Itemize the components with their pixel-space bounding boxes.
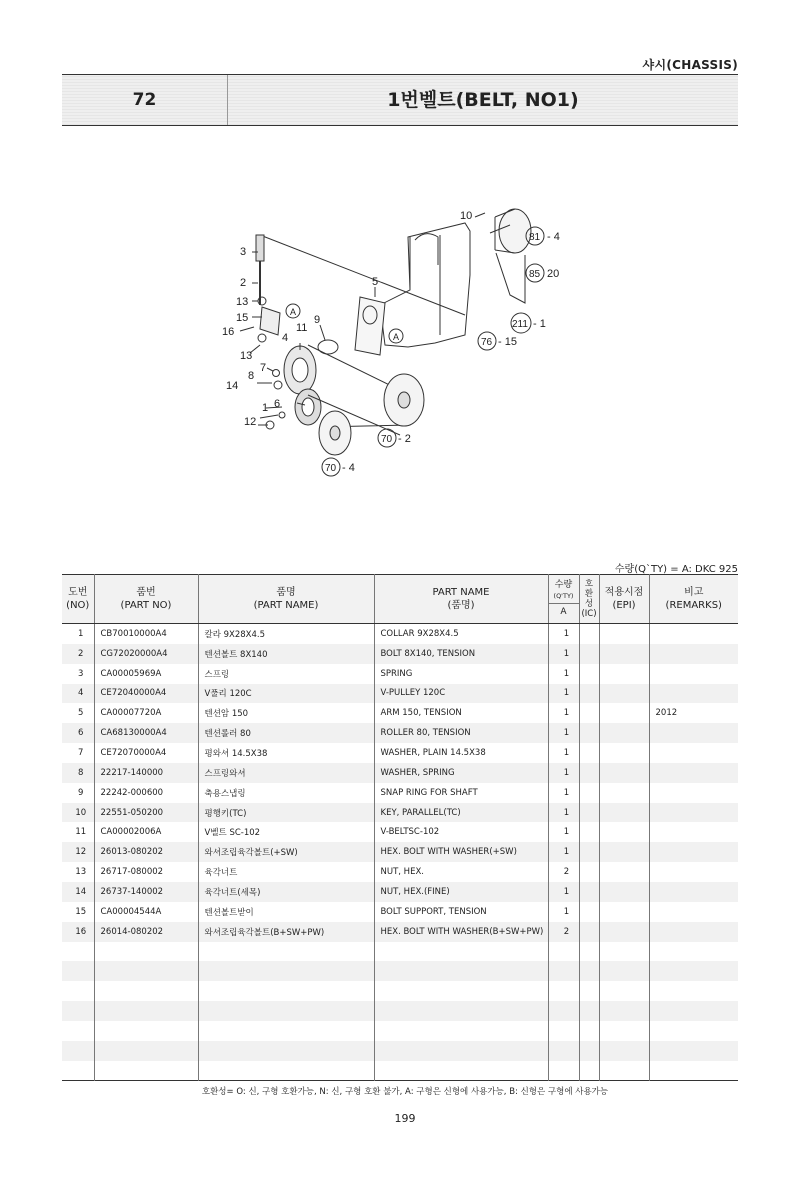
ref-callout-81-item: - 4 xyxy=(547,231,560,243)
cell-name-kr xyxy=(198,961,374,981)
cell-ic xyxy=(579,961,599,981)
cell-name-en: HEX. BOLT WITH WASHER(+SW) xyxy=(374,842,548,862)
cell-ic xyxy=(579,1021,599,1041)
cell-ic xyxy=(579,1061,599,1081)
cell-qty: 1 xyxy=(548,842,579,862)
cell-no: 10 xyxy=(62,803,94,823)
table-row xyxy=(62,922,738,942)
cell-ic xyxy=(579,981,599,1001)
cell-name-kr: V풀리 120C xyxy=(198,684,374,704)
cell-epi xyxy=(599,822,649,842)
cell-qty xyxy=(548,961,579,981)
cell-part-no: CA68130000A4 xyxy=(94,723,198,743)
cell-part-no: 22217-140000 xyxy=(94,763,198,783)
cell-name-kr: 텐션암 150 xyxy=(198,703,374,723)
cell-epi xyxy=(599,624,649,644)
table-row xyxy=(62,664,738,684)
callout-5: 5 xyxy=(372,276,379,288)
cell-name-en: KEY, PARALLEL(TC) xyxy=(374,803,548,823)
callout-12: 12 xyxy=(244,416,257,428)
cell-name-en: V-PULLEY 120C xyxy=(374,684,548,704)
col-header-no xyxy=(62,575,94,624)
cell-qty xyxy=(548,942,579,962)
cell-ic xyxy=(579,842,599,862)
cell-name-en xyxy=(374,1041,548,1061)
table-row xyxy=(62,842,738,862)
cell-epi xyxy=(599,723,649,743)
page-header xyxy=(62,74,738,126)
col-header-name-kr-label: 품명 (PART NAME) xyxy=(253,587,319,611)
cell-qty: 1 xyxy=(548,803,579,823)
cell-part-no: CG72020000A4 xyxy=(94,644,198,664)
col-header-qty-sub: (Q'TY) xyxy=(553,592,574,600)
cell-qty: 1 xyxy=(548,664,579,684)
col-header-ic-label: 호 환 성 (IC) xyxy=(581,579,597,619)
cell-remarks xyxy=(649,803,738,823)
cell-part-no: 22242-000600 xyxy=(94,783,198,803)
cell-epi xyxy=(599,644,649,664)
cell-no xyxy=(62,942,94,962)
table-row xyxy=(62,882,738,902)
cell-name-en: NUT, HEX. xyxy=(374,862,548,882)
col-header-epi xyxy=(599,575,649,624)
cell-name-kr: 평와셔 14.5X38 xyxy=(198,743,374,763)
cell-name-kr xyxy=(198,981,374,1001)
cell-name-en: NUT, HEX.(FINE) xyxy=(374,882,548,902)
quantity-note: 수량(Q`TY) = A: DKC 925 xyxy=(614,564,738,575)
col-header-qty xyxy=(548,575,579,624)
cell-qty xyxy=(548,981,579,1001)
table-row xyxy=(62,644,738,664)
cell-name-en: WASHER, SPRING xyxy=(374,763,548,783)
page-number: 199 xyxy=(394,1112,416,1125)
cell-name-en: SNAP RING FOR SHAFT xyxy=(374,783,548,803)
cell-qty: 1 xyxy=(548,783,579,803)
cell-no xyxy=(62,1061,94,1081)
cell-qty: 1 xyxy=(548,703,579,723)
cell-remarks xyxy=(649,1001,738,1021)
callout-6: 6 xyxy=(274,398,281,410)
cell-qty xyxy=(548,1041,579,1061)
ref-callout-76-item: - 15 xyxy=(498,336,517,348)
cell-epi xyxy=(599,664,649,684)
cell-epi xyxy=(599,1041,649,1061)
cell-no: 4 xyxy=(62,684,94,704)
cell-name-en xyxy=(374,961,548,981)
cell-epi xyxy=(599,882,649,902)
cell-no: 13 xyxy=(75,867,87,878)
cell-part-no: 22551-050200 xyxy=(94,803,198,823)
cell-qty xyxy=(548,1061,579,1081)
cell-remarks xyxy=(649,882,738,902)
table-row xyxy=(62,624,738,644)
cell-ic xyxy=(579,862,599,882)
cell-no xyxy=(62,981,94,1001)
cell-no xyxy=(62,1001,94,1021)
cell-remarks xyxy=(649,783,738,803)
table-row xyxy=(62,803,738,823)
cell-no: 2 xyxy=(62,644,94,664)
cell-part-no xyxy=(94,981,198,1001)
cell-name-en: WASHER, PLAIN 14.5X38 xyxy=(374,743,548,763)
table-row-empty xyxy=(62,981,738,1001)
cell-name-en: ROLLER 80, TENSION xyxy=(374,723,548,743)
cell-epi xyxy=(599,763,649,783)
table-row-empty xyxy=(62,1001,738,1021)
cell-qty: 1 xyxy=(548,743,579,763)
cell-remarks xyxy=(649,1041,738,1061)
cell-no: 15 xyxy=(75,906,87,917)
cell-name-kr: 축용스냅링 xyxy=(198,783,374,803)
cell-name-kr: 텐션볼트받이 xyxy=(198,902,374,922)
cell-name-en: V-BELTSC-102 xyxy=(374,822,548,842)
table-row-empty xyxy=(62,1061,738,1081)
parts-diagram xyxy=(210,195,590,485)
cell-epi xyxy=(599,842,649,862)
cell-name-en: SPRING xyxy=(374,664,548,684)
cell-part-no: 26737-140002 xyxy=(94,882,198,902)
callout-15: 15 xyxy=(236,312,249,324)
table-row xyxy=(62,783,738,803)
cell-name-kr: 칼라 9X28X4.5 xyxy=(198,624,374,644)
cell-ic xyxy=(579,684,599,704)
cell-name-kr xyxy=(198,1001,374,1021)
cell-remarks xyxy=(649,961,738,981)
cell-part-no: 26014-080202 xyxy=(94,922,198,942)
cell-qty: 2 xyxy=(548,862,579,882)
cell-name-en xyxy=(374,1021,548,1041)
cell-name-en xyxy=(374,1001,548,1021)
cell-ic xyxy=(579,1041,599,1061)
cell-no: 9 xyxy=(78,787,84,798)
cell-name-en: BOLT SUPPORT, TENSION xyxy=(374,902,548,922)
cell-part-no: 26013-080202 xyxy=(94,842,198,862)
table-row xyxy=(62,684,738,704)
cell-epi xyxy=(599,902,649,922)
section-title: 샤시(CHASSIS) xyxy=(642,58,738,72)
cell-epi xyxy=(599,981,649,1001)
cell-ic xyxy=(579,822,599,842)
cell-no: 8 xyxy=(62,763,94,783)
cell-epi xyxy=(599,961,649,981)
cell-ic xyxy=(579,763,599,783)
cell-remarks: 2012 xyxy=(649,703,738,723)
cell-epi xyxy=(599,703,649,723)
cell-remarks xyxy=(649,942,738,962)
compatibility-footnote: 호환성= O: 신, 구형 호환가능, N: 신, 구형 호환 불가, A: 구형은 신형에 사용가능, B: 신형은 구형에 사용가능 xyxy=(201,1087,609,1097)
col-header-no-label: 도번 (NO) xyxy=(66,587,90,611)
cell-epi xyxy=(599,1021,649,1041)
cell-no: 11 xyxy=(75,827,87,838)
cell-part-no: CE72070000A4 xyxy=(94,743,198,763)
reference-a-left: A xyxy=(290,307,297,317)
cell-remarks xyxy=(649,862,738,882)
col-header-part-no xyxy=(94,575,198,624)
cell-no: 16 xyxy=(62,922,94,942)
cell-qty xyxy=(548,1001,579,1021)
col-header-name-en-label: PART NAME (품명) xyxy=(432,587,490,611)
col-header-name-en xyxy=(374,575,548,624)
cell-name-kr: 평행키(TC) xyxy=(198,803,374,823)
cell-name-en: HEX. BOLT WITH WASHER(B+SW+PW) xyxy=(374,922,548,942)
cell-qty: 1 xyxy=(548,723,579,743)
cell-remarks xyxy=(649,664,738,684)
cell-ic xyxy=(579,723,599,743)
callout-14: 14 xyxy=(226,380,239,392)
cell-qty xyxy=(548,1021,579,1041)
cell-part-no xyxy=(94,1021,198,1041)
cell-epi xyxy=(599,743,649,763)
callout-7: 7 xyxy=(260,362,267,374)
cell-name-kr: 텐션롤러 80 xyxy=(198,723,374,743)
cell-name-kr: 와셔조립육각볼트(B+SW+PW) xyxy=(198,922,374,942)
col-header-remarks xyxy=(649,575,738,624)
cell-name-en: COLLAR 9X28X4.5 xyxy=(374,624,548,644)
ref-callout-70-upper: 70 xyxy=(381,434,393,445)
table-header-row xyxy=(62,575,738,624)
cell-qty: 1 xyxy=(548,624,579,644)
cell-part-no: 26717-080002 xyxy=(94,862,198,882)
cell-ic xyxy=(579,664,599,684)
cell-no: 5 xyxy=(78,708,84,719)
cell-name-en: BOLT 8X140, TENSION xyxy=(374,644,548,664)
cell-epi xyxy=(599,1001,649,1021)
cell-remarks xyxy=(649,981,738,1001)
ref-callout-85: 85 xyxy=(529,269,541,280)
cell-remarks xyxy=(649,624,738,644)
cell-name-kr: V벨트 SC-102 xyxy=(198,822,374,842)
cell-part-no: CA00004544A xyxy=(94,902,198,922)
callout-2: 2 xyxy=(240,277,247,289)
cell-name-kr: 육각너트(세목) xyxy=(198,882,374,902)
cell-ic xyxy=(579,882,599,902)
cell-remarks xyxy=(649,842,738,862)
callout-3: 3 xyxy=(240,246,247,258)
cell-ic xyxy=(579,783,599,803)
cell-qty: 1 xyxy=(548,763,579,783)
cell-part-no: CA00002006A xyxy=(94,822,198,842)
cell-no xyxy=(62,961,94,981)
cell-ic xyxy=(579,644,599,664)
parts-table-body xyxy=(62,624,738,1081)
col-header-part-no-label: 품번 (PART NO) xyxy=(120,587,172,611)
cell-qty: 2 xyxy=(548,922,579,942)
ref-callout-211-item: - 1 xyxy=(533,318,546,330)
cell-epi xyxy=(599,942,649,962)
table-row-empty xyxy=(62,942,738,962)
cell-remarks xyxy=(649,723,738,743)
cell-no xyxy=(62,1021,94,1041)
callout-13-upper: 13 xyxy=(236,296,249,308)
cell-no: 7 xyxy=(78,747,84,758)
table-row xyxy=(62,902,738,922)
cell-name-kr: 육각너트 xyxy=(198,862,374,882)
page-title: 1번벨트(BELT, NO1) xyxy=(387,89,579,111)
col-header-qty-label: 수량 xyxy=(554,580,573,590)
cell-name-kr xyxy=(198,1021,374,1041)
cell-ic xyxy=(579,743,599,763)
cell-epi xyxy=(599,922,649,942)
cell-part-no xyxy=(94,1001,198,1021)
ref-callout-85-item: 20 xyxy=(547,268,560,280)
callout-1: 1 xyxy=(262,402,269,414)
ref-callout-81: 81 xyxy=(529,232,541,243)
cell-epi xyxy=(599,1061,649,1081)
cell-part-no xyxy=(94,942,198,962)
cell-ic xyxy=(579,1001,599,1021)
cell-ic xyxy=(579,803,599,823)
cell-name-kr xyxy=(198,1061,374,1081)
cell-name-en xyxy=(374,1061,548,1081)
cell-name-kr: 텐션볼트 8X140 xyxy=(198,644,374,664)
table-row xyxy=(62,763,738,783)
ref-callout-76: 76 xyxy=(481,337,493,348)
cell-qty: 1 xyxy=(548,882,579,902)
cell-part-no: CE72040000A4 xyxy=(94,684,198,704)
cell-name-en xyxy=(374,942,548,962)
cell-part-no xyxy=(94,961,198,981)
cell-remarks xyxy=(649,1021,738,1041)
cell-epi xyxy=(599,862,649,882)
cell-no xyxy=(62,1041,94,1061)
cell-no: 1 xyxy=(78,628,84,639)
cell-name-kr: 스프링와셔 xyxy=(198,763,374,783)
table-row-empty xyxy=(62,961,738,981)
cell-ic xyxy=(579,902,599,922)
callout-4: 4 xyxy=(282,332,289,344)
cell-qty: 1 xyxy=(548,644,579,664)
table-row-empty xyxy=(62,1021,738,1041)
table-row-empty xyxy=(62,1041,738,1061)
callout-10: 10 xyxy=(460,210,473,222)
cell-ic xyxy=(579,703,599,723)
cell-name-en: ARM 150, TENSION xyxy=(374,703,548,723)
callout-9: 9 xyxy=(314,314,321,326)
cell-epi xyxy=(599,803,649,823)
col-header-epi-label: 적용시점 (EPI) xyxy=(604,587,644,611)
cell-name-en xyxy=(374,981,548,1001)
cell-name-kr xyxy=(198,1041,374,1061)
cell-qty: 1 xyxy=(548,902,579,922)
callout-13-lower: 13 xyxy=(240,350,253,362)
cell-ic xyxy=(579,922,599,942)
ref-callout-70-lower-item: - 4 xyxy=(342,462,355,474)
cell-no: 6 xyxy=(62,723,94,743)
col-header-remarks-label: 비고 (REMARKS) xyxy=(665,587,722,611)
cell-name-kr: 스프링 xyxy=(198,664,374,684)
cell-part-no: CA00007720A xyxy=(94,703,198,723)
col-header-name-kr xyxy=(198,575,374,624)
cell-epi xyxy=(599,684,649,704)
cell-part-no xyxy=(94,1041,198,1061)
table-row xyxy=(62,743,738,763)
cell-remarks xyxy=(649,1061,738,1081)
reference-a-right: A xyxy=(393,332,400,342)
parts-table xyxy=(62,574,738,1081)
ref-callout-70-lower: 70 xyxy=(325,463,337,474)
cell-remarks xyxy=(649,644,738,664)
cell-part-no xyxy=(94,1061,198,1081)
col-header-qty-a: A xyxy=(549,603,579,619)
cell-no: 12 xyxy=(62,842,94,862)
callout-11: 11 xyxy=(296,322,308,334)
cell-remarks xyxy=(649,822,738,842)
callout-16: 16 xyxy=(222,326,235,338)
cell-part-no: CA00005969A xyxy=(94,664,198,684)
table-row xyxy=(62,822,738,842)
cell-remarks xyxy=(649,743,738,763)
cell-remarks xyxy=(649,922,738,942)
cell-ic xyxy=(579,624,599,644)
callout-8: 8 xyxy=(248,370,255,382)
cell-remarks xyxy=(649,902,738,922)
cell-no: 3 xyxy=(78,668,84,679)
cell-ic xyxy=(579,942,599,962)
cell-epi xyxy=(599,783,649,803)
table-row xyxy=(62,723,738,743)
col-header-ic xyxy=(579,575,599,624)
cell-remarks xyxy=(649,684,738,704)
cell-name-kr xyxy=(198,942,374,962)
table-row xyxy=(62,862,738,882)
cell-no: 14 xyxy=(62,882,94,902)
table-row xyxy=(62,703,738,723)
cell-remarks xyxy=(649,763,738,783)
group-number: 72 xyxy=(62,75,228,125)
cell-name-kr: 와셔조립육각볼트(+SW) xyxy=(198,842,374,862)
cell-qty: 1 xyxy=(548,822,579,842)
cell-qty: 1 xyxy=(548,684,579,704)
cell-part-no: CB70010000A4 xyxy=(94,624,198,644)
ref-callout-211: 211 xyxy=(512,319,528,330)
ref-callout-70-upper-item: - 2 xyxy=(398,433,411,445)
